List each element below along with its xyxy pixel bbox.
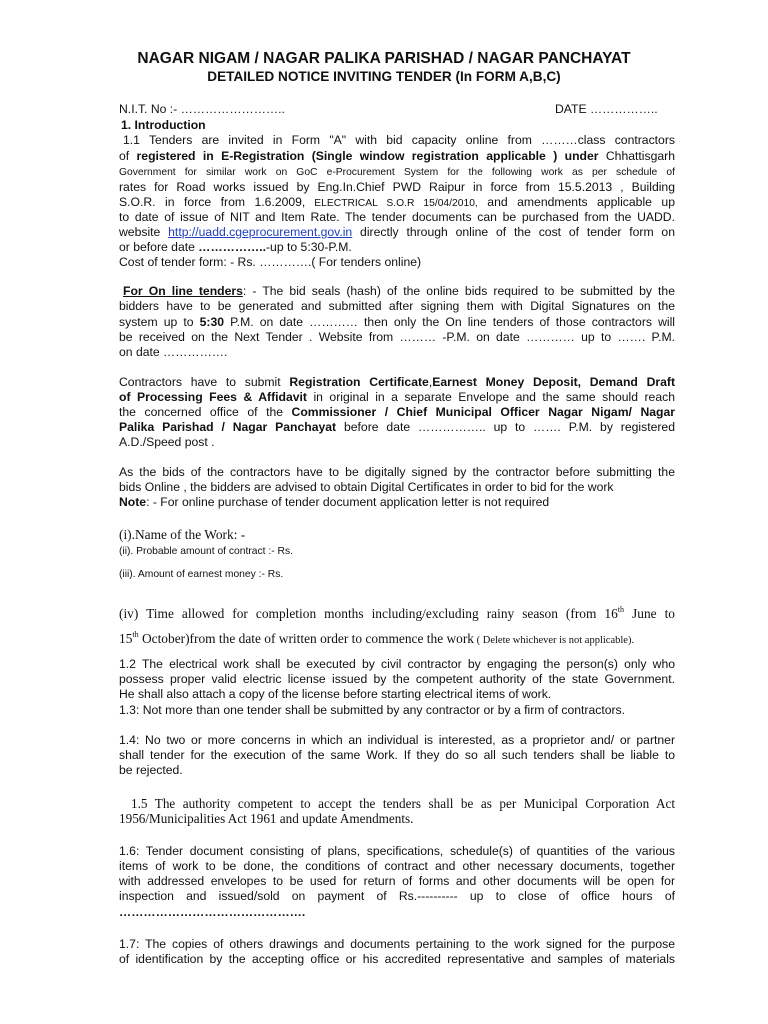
intro-para-line: 1.1 Tenders are invited in Form "A" with bid capacity online from ………class contractors xyxy=(123,133,675,147)
time-allowed-line: (iv) Time allowed for completion months including/excluding rainy season (from 16th June to xyxy=(119,605,675,621)
clause-1-6-line: items of work to be done, the conditions of contract and other necessary documents, together xyxy=(119,859,675,873)
clause-1-7-line: of identification by the accepting office or his accredited representative and samples of materials xyxy=(119,952,675,966)
intro-para-line: or before date ……………..-up to 5:30-P.M. xyxy=(119,240,352,254)
clause-1-6-line: with addressed envelopes to be used for return of forms and other documents will be open for xyxy=(119,874,675,888)
online-para-line: bidders have to be generated and submitted after signing them with Digital Signatures on the xyxy=(119,299,675,313)
clause-1-2-line: possess proper valid electric license issued by the competent authority of the state Government. xyxy=(119,672,675,686)
digital-para-line: bids Online , the bidders are advised to obtain Digital Certificates in order to bid for the work xyxy=(119,480,614,494)
clause-1-6-line: inspection and issued/sold on payment of Rs.---------- up to close of office hours of xyxy=(119,889,675,903)
contractors-para-line: A.D./Speed post . xyxy=(119,435,215,449)
earnest-amount: (iii). Amount of earnest money :- Rs. xyxy=(119,569,284,580)
intro-para-line: website http://uadd.cgeprocurement.gov.in directly through online of the cost of tender form on xyxy=(119,225,675,239)
intro-heading: 1. Introduction xyxy=(121,118,206,132)
document-subtitle: DETAILED NOTICE INVITING TENDER (In FORM A,B,C) xyxy=(207,69,561,84)
contractors-para-line: Contractors have to submit Registration Certificate,Earnest Money Deposit, Demand Draft xyxy=(119,375,676,389)
intro-para-line: of registered in E-Registration (Single window registration applicable ) under Chhattisgarh xyxy=(119,149,675,163)
tender-form-cost: Cost of tender form: - Rs. ………….( For tenders online) xyxy=(119,255,422,269)
digital-para-line: As the bids of the contractors have to be digitally signed by the contractor before submitting the xyxy=(119,465,675,479)
work-name: (i).Name of the Work: - xyxy=(119,527,246,542)
online-tenders-heading: For On line tenders xyxy=(123,284,243,298)
clause-1-2-line: He shall also attach a copy of the license before starting electrical items of work. xyxy=(119,687,552,701)
contractors-para-line: the concerned office of the Commissioner / Chief Municipal Officer Nagar Nigam/ Nagar xyxy=(119,405,675,419)
document-title: NAGAR NIGAM / NAGAR PALIKA PARISHAD / NAGAR PANCHAYAT xyxy=(137,50,631,67)
clause-1-6-line: ………………………………………. xyxy=(119,905,306,919)
online-para-line: system up to 5:30 P.M. on date ………… then only the On line tenders of those contractors will xyxy=(119,315,676,329)
uadd-website-link[interactable]: http://uadd.cgeprocurement.gov.in xyxy=(168,225,353,239)
intro-para-line: Government for similar work on GoC e-Procurement System for the following work as per schedule of xyxy=(119,167,675,178)
note-line: Note: - For online purchase of tender document application letter is not required xyxy=(119,495,550,509)
clause-1-6-line: 1.6: Tender document consisting of plans, specifications, schedule(s) of quantities of the various xyxy=(119,844,675,858)
intro-para-line: S.O.R. in force from 1.6.2009, ELECTRICAL S.O.R 15/04/2010, and amendments applicable up xyxy=(119,195,675,209)
contractors-para-line: Palika Parishad / Nagar Panchayat before date …………….. up to ……. P.M. by registered xyxy=(119,420,675,434)
clause-1-5-line: 1956/Municipalities Act 1961 and update Amendments. xyxy=(119,811,414,826)
clause-1-4-line: 1.4: No two or more concerns in which an individual is interested, as a proprietor and/ or partner xyxy=(119,733,675,747)
time-allowed-line: 15th October)from the date of written order to commence the work ( Delete whichever is not applicable). xyxy=(119,630,635,646)
probable-amount: (ii). Probable amount of contract :- Rs. xyxy=(119,546,293,557)
online-para-line: be received on the Next Tender . Website from ……… -P.M. on date ………… up to ……. P.M. xyxy=(119,330,675,344)
clause-1-5-line: 1.5 The authority competent to accept the tenders shall be as per Municipal Corporation Act xyxy=(131,796,675,811)
clause-1-2-line: 1.2 The electrical work shall be executed by civil contractor by engaging the person(s) only who xyxy=(119,657,675,671)
clause-1-4-line: shall tender for the execution of the same Work. If they do so all such tenders shall be liable to xyxy=(119,748,675,762)
nit-number-line: N.I.T. No :- …………………….. xyxy=(119,102,285,116)
clause-1-7-line: 1.7: The copies of others drawings and documents pertaining to the work signed for the purpose xyxy=(119,937,675,951)
online-para-line: For On line tenders: - The bid seals (hash) of the online bids required to be submitted by the xyxy=(123,284,675,298)
clause-1-4-line: be rejected. xyxy=(119,763,183,777)
clause-1-3: 1.3: Not more than one tender shall be submitted by any contractor or by a firm of contractors. xyxy=(119,703,626,717)
date-line: DATE …………….. xyxy=(555,102,658,116)
intro-para-line: rates for Road works issued by Eng.In.Chief PWD Raipur in force from 15.5.2013 , Building xyxy=(119,180,675,194)
intro-para-line: to date of issue of NIT and Item Rate. The tender documents can be purchased from the UADD. xyxy=(119,210,675,224)
online-para-line: on date ……………. xyxy=(119,345,228,359)
contractors-para-line: of Processing Fees & Affidavit in original in a separate Envelope and the same should reach xyxy=(119,390,675,404)
